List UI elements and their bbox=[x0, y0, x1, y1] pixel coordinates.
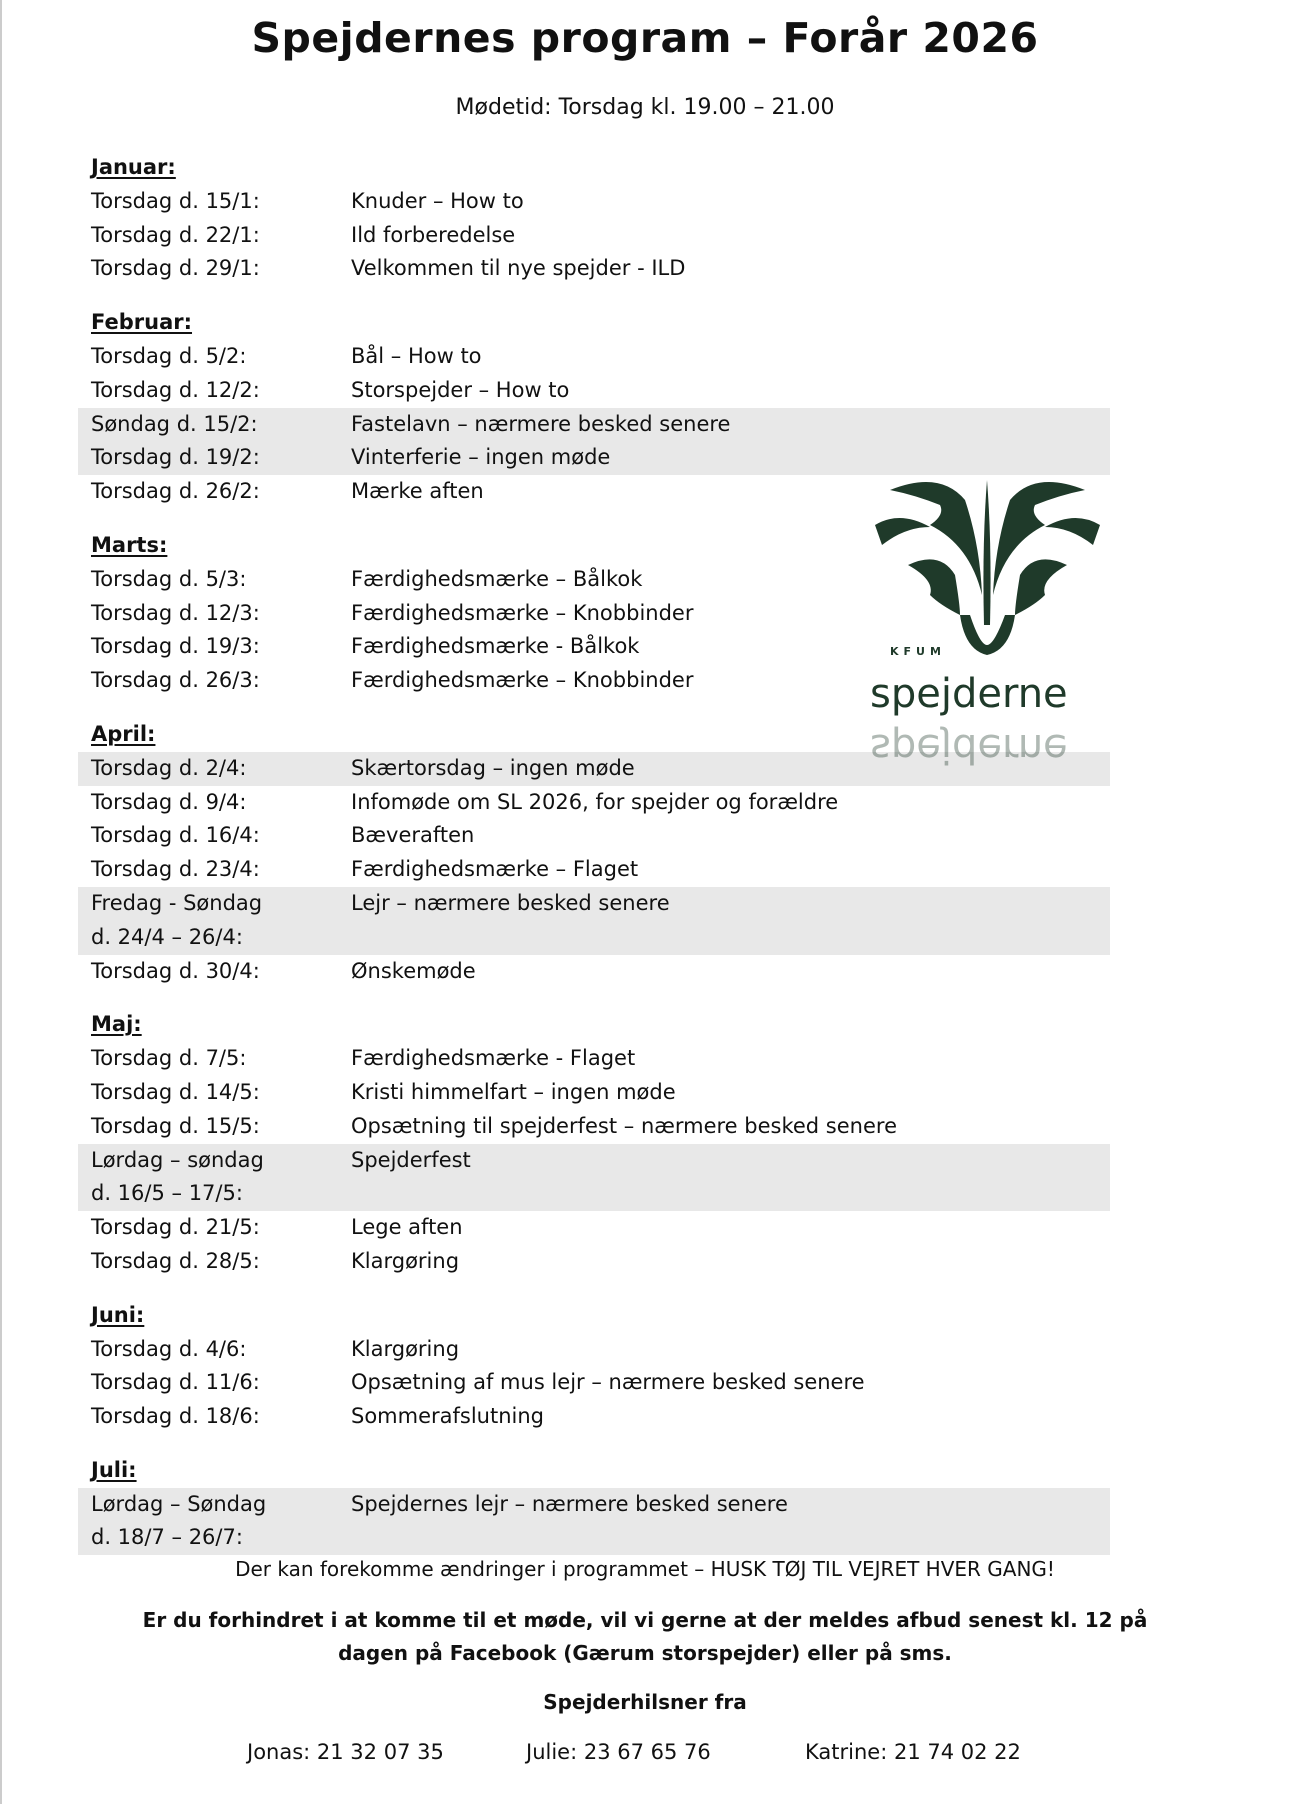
schedule-row bbox=[78, 1042, 1110, 1076]
month-heading-text: Marts: bbox=[91, 532, 168, 557]
schedule-row bbox=[78, 1400, 1110, 1434]
schedule-row bbox=[78, 340, 1110, 374]
row-date: Torsdag d. 21/5: bbox=[91, 1215, 260, 1240]
schedule-row bbox=[78, 408, 1110, 442]
row-activity: Knuder – How to bbox=[351, 188, 524, 213]
schedule-row bbox=[78, 1488, 1110, 1556]
row-date: Torsdag d. 7/5: bbox=[91, 1046, 247, 1071]
month-section bbox=[78, 1008, 1110, 1278]
row-date: Torsdag d. 26/2: bbox=[91, 479, 260, 504]
month-heading-text: Januar: bbox=[91, 155, 176, 179]
schedule-row bbox=[78, 1144, 1110, 1212]
contact-julie: Julie: 23 67 65 76 bbox=[526, 1740, 711, 1764]
month-heading bbox=[78, 1454, 1110, 1488]
schedule-row bbox=[78, 219, 1110, 253]
row-activity: Skærtorsdag – ingen møde bbox=[351, 755, 635, 780]
row-date: Torsdag d. 5/2: bbox=[91, 343, 247, 368]
row-date: Torsdag d. 5/3: bbox=[91, 566, 247, 591]
month-heading-text: Juni: bbox=[91, 1302, 145, 1327]
row-date: Torsdag d. 12/2: bbox=[91, 377, 260, 402]
row-activity: Færdighedsmærke – Bålkok bbox=[351, 566, 643, 591]
schedule-row bbox=[78, 786, 1110, 820]
month-heading-text: Februar: bbox=[91, 310, 193, 335]
row-date: Lørdag – Søndag d. 18/7 – 26/7: bbox=[91, 1491, 267, 1550]
row-activity: Spejdernes lejr – nærmere besked senere bbox=[351, 1491, 788, 1516]
row-activity: Vinterferie – ingen møde bbox=[351, 445, 611, 470]
row-date: Torsdag d. 18/6: bbox=[91, 1404, 260, 1429]
page-border bbox=[0, 0, 2, 1804]
row-date: Torsdag d. 16/4: bbox=[91, 823, 260, 848]
month-heading-text: Juli: bbox=[91, 1457, 137, 1482]
row-date: Torsdag d. 9/4: bbox=[91, 789, 247, 814]
schedule-row bbox=[78, 853, 1110, 887]
contact-jonas: Jonas: 21 32 07 35 bbox=[247, 1740, 444, 1764]
row-activity: Bål – How to bbox=[351, 343, 482, 368]
row-activity: Opsætning til spejderfest – nærmere besked senere bbox=[351, 1113, 897, 1138]
schedule-row bbox=[78, 1110, 1110, 1144]
month-heading bbox=[78, 1299, 1110, 1333]
month-section bbox=[78, 1299, 1110, 1434]
schedule bbox=[78, 151, 1110, 1575]
row-activity: Fastelavn – nærmere besked senere bbox=[351, 411, 731, 436]
row-date: Torsdag d. 12/3: bbox=[91, 600, 260, 625]
page-title: Spejdernes program – Forår 2026 bbox=[251, 14, 1039, 62]
schedule-row bbox=[78, 185, 1110, 219]
schedule-row bbox=[78, 374, 1110, 408]
row-date: Torsdag d. 19/2: bbox=[91, 445, 260, 470]
logo-reflection-text: spejderne bbox=[870, 725, 1068, 771]
row-activity: Opsætning af mus lejr – nærmere besked senere bbox=[351, 1370, 865, 1395]
row-date: Fredag - Søndag d. 24/4 – 26/4: bbox=[91, 890, 263, 949]
row-activity: Færdighedsmærke – Flaget bbox=[351, 857, 639, 882]
row-activity: Klargøring bbox=[351, 1336, 460, 1361]
contact-katrine: Katrine: 21 74 02 22 bbox=[805, 1740, 1021, 1764]
row-activity: Sommerafslutning bbox=[351, 1404, 545, 1429]
schedule-row bbox=[78, 887, 1110, 955]
month-heading-text: April: bbox=[91, 721, 156, 746]
row-activity: Lejr – nærmere besked senere bbox=[351, 890, 670, 915]
row-activity: Færdighedsmærke – Knobbinder bbox=[351, 600, 694, 625]
month-heading-text: Maj: bbox=[91, 1012, 142, 1037]
logo-kfum-text: KFUM bbox=[890, 645, 946, 658]
row-activity: Infomøde om SL 2026, for spejder og forældre bbox=[351, 789, 839, 814]
row-activity: Kristi himmelfart – ingen møde bbox=[351, 1079, 676, 1104]
meeting-time: Mødetid: Torsdag kl. 19.00 – 21.00 bbox=[455, 95, 835, 120]
schedule-row bbox=[78, 1245, 1110, 1279]
row-activity: Klargøring bbox=[351, 1248, 460, 1273]
absence-text: Er du forhindret i at komme til et møde, vil vi gerne at der meldes afbud senest kl. 12 på dagen på Facebook (Gærum storspejder) eller på sms. bbox=[142, 1608, 1148, 1665]
schedule-row bbox=[78, 955, 1110, 989]
row-date: Torsdag d. 26/3: bbox=[91, 668, 260, 693]
row-date: Søndag d. 15/2: bbox=[91, 411, 258, 436]
row-date: Lørdag – søndag d. 16/5 – 17/5: bbox=[91, 1147, 264, 1206]
row-date: Torsdag d. 22/1: bbox=[91, 222, 260, 247]
row-date: Torsdag d. 28/5: bbox=[91, 1248, 260, 1273]
row-activity: Velkommen til nye spejder - ILD bbox=[351, 256, 686, 281]
row-date: Torsdag d. 4/6: bbox=[91, 1336, 247, 1361]
row-activity: Færdighedsmærke - Flaget bbox=[351, 1046, 636, 1071]
row-activity: Færdighedsmærke – Knobbinder bbox=[351, 668, 694, 693]
row-date: Torsdag d. 11/6: bbox=[91, 1370, 260, 1395]
schedule-row bbox=[78, 1211, 1110, 1245]
row-date: Torsdag d. 29/1: bbox=[91, 256, 260, 281]
row-date: Torsdag d. 23/4: bbox=[91, 857, 260, 882]
month-heading bbox=[78, 306, 1110, 340]
absence-notice bbox=[0, 1604, 1290, 1670]
row-date: Torsdag d. 30/4: bbox=[91, 958, 260, 983]
schedule-row bbox=[78, 252, 1110, 286]
schedule-row bbox=[78, 1076, 1110, 1110]
row-activity: Færdighedsmærke - Bålkok bbox=[351, 634, 640, 659]
logo-name-text: spejderne bbox=[870, 671, 1068, 717]
row-activity: Ønskemøde bbox=[351, 958, 476, 983]
row-date: Torsdag d. 15/5: bbox=[91, 1113, 260, 1138]
row-activity: Storspejder – How to bbox=[351, 377, 570, 402]
row-date: Torsdag d. 14/5: bbox=[91, 1079, 260, 1104]
schedule-row bbox=[78, 1333, 1110, 1367]
row-activity: Mærke aften bbox=[351, 479, 484, 504]
row-date: Torsdag d. 15/1: bbox=[91, 188, 260, 213]
row-activity: Lege aften bbox=[351, 1215, 463, 1240]
month-section bbox=[78, 1454, 1110, 1555]
row-activity: Ild forberedelse bbox=[351, 222, 516, 247]
row-date: Torsdag d. 2/4: bbox=[91, 755, 247, 780]
schedule-row bbox=[78, 819, 1110, 853]
month-heading bbox=[78, 1008, 1110, 1042]
row-date: Torsdag d. 19/3: bbox=[91, 634, 260, 659]
row-activity: Bæveraften bbox=[351, 823, 475, 848]
schedule-row bbox=[78, 1366, 1110, 1400]
month-section bbox=[78, 151, 1110, 286]
changes-note: Der kan forekomme ændringer i programmet – HUSK TØJ TIL VEJRET HVER GANG! bbox=[235, 1557, 1055, 1581]
row-activity: Spejderfest bbox=[351, 1147, 471, 1172]
month-heading bbox=[78, 151, 1110, 185]
kfum-spejderne-logo bbox=[870, 465, 1105, 785]
greeting: Spejderhilsner fra bbox=[543, 1690, 747, 1714]
